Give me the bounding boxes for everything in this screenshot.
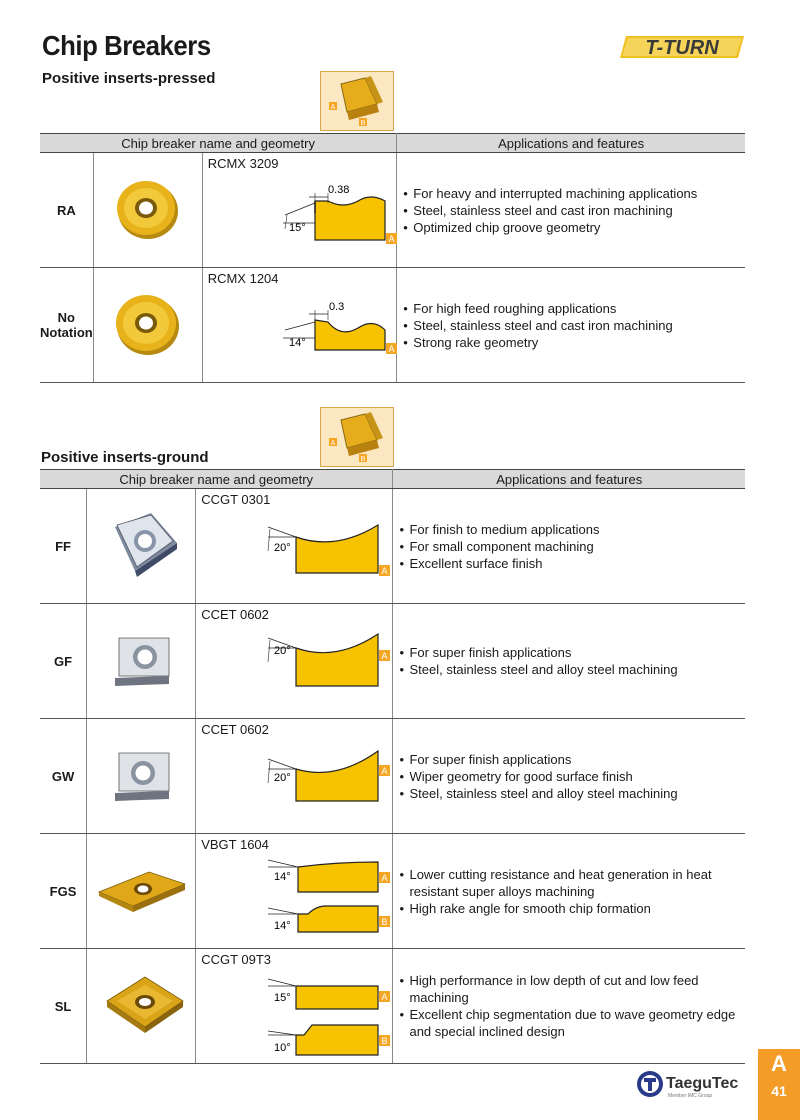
table-row xyxy=(40,489,745,604)
section-heading-ground: Positive inserts-ground xyxy=(41,449,209,466)
company-subtitle: Member IMC Group xyxy=(668,1093,713,1099)
insert-photo xyxy=(87,719,196,834)
feature-item: • For super finish applications xyxy=(399,644,745,661)
feature-item: • Excellent chip segmentation due to wave geometry edge and special inclined design xyxy=(399,1006,745,1040)
feature-item: • For high feed roughing applications xyxy=(403,300,745,317)
face-label-a: A xyxy=(381,873,388,883)
chip-breaker-code: GW xyxy=(40,719,87,834)
rake-angle-label: 20° xyxy=(274,772,291,784)
feature-item: • Strong rake geometry xyxy=(403,334,745,351)
page-title: Chip Breakers xyxy=(42,30,211,61)
col-header-geometry: Chip breaker name and geometry xyxy=(40,470,393,489)
features-cell xyxy=(397,268,745,383)
diamond-insert-icon xyxy=(87,834,195,945)
rake-angle-label: 14° xyxy=(288,337,306,349)
face-label-a: A xyxy=(388,234,395,244)
face-label-a: A xyxy=(381,992,388,1002)
t-turn-logo xyxy=(618,30,748,64)
face-label-b: B xyxy=(381,1036,388,1046)
feature-item: • Steel, stainless steel and cast iron machining xyxy=(403,317,745,334)
table-row xyxy=(40,834,745,949)
insert-photo xyxy=(93,153,202,268)
rake-angle-label: 14° xyxy=(274,920,291,932)
face-label-a: A xyxy=(381,651,388,661)
rake-angle-label: 20° xyxy=(274,542,291,554)
geometry-profile-icon xyxy=(196,489,392,600)
insert-model: CCET 0602 xyxy=(201,607,269,622)
table-row xyxy=(40,604,745,719)
geometry-profile-icon xyxy=(196,719,392,830)
rake-angle-label: 20° xyxy=(274,645,291,657)
insert-photo xyxy=(87,834,196,949)
insert-model: CCGT 09T3 xyxy=(201,952,272,967)
geometry-cell xyxy=(196,489,393,604)
table-header xyxy=(40,134,745,153)
feature-item: • Steel, stainless steel and cast iron machining xyxy=(403,202,745,219)
geometry-profile-icon xyxy=(196,949,392,1060)
table-header xyxy=(40,470,745,489)
feature-item: • High performance in low depth of cut and low feed machining xyxy=(399,972,745,1006)
dimension-label: 0.38 xyxy=(327,184,350,196)
rake-angle-label: 15° xyxy=(274,992,291,1004)
col-header-applications: Applications and features xyxy=(393,470,745,489)
indicator-label-a: A xyxy=(330,104,336,111)
t-turn-logo-text: T-TURN xyxy=(645,37,719,59)
rhombic-carbide-insert-icon xyxy=(87,489,195,600)
geometry-profile-icon xyxy=(196,834,392,945)
geometry-profile-icon xyxy=(203,268,399,379)
insert-photo xyxy=(87,949,196,1064)
rake-angle-label: 10° xyxy=(274,1042,291,1054)
company-name: TaeguTec xyxy=(666,1075,739,1092)
insert-model: CCGT 0301 xyxy=(201,492,271,507)
rake-angle-label: 15° xyxy=(288,222,306,234)
insert-photo xyxy=(93,268,202,383)
rhombic-insert-icon xyxy=(87,949,195,1060)
col-header-applications: Applications and features xyxy=(397,134,745,153)
geometry-profile-icon xyxy=(203,153,399,264)
geometry-cell xyxy=(196,949,393,1064)
face-label-a: A xyxy=(381,766,388,776)
table-row xyxy=(40,268,745,383)
feature-item: • For super finish applications xyxy=(399,751,745,768)
taegutec-logo-icon xyxy=(636,1070,664,1098)
indicator-label-b: B xyxy=(360,456,366,463)
section-letter: A xyxy=(771,1051,787,1076)
face-label-a: A xyxy=(388,344,395,354)
feature-item: • For finish to medium applications xyxy=(399,521,745,538)
insert-model: CCET 0602 xyxy=(201,722,269,737)
chip-breaker-code: FF xyxy=(40,489,87,604)
features-cell xyxy=(397,153,745,268)
rhombic-carbide-insert-icon xyxy=(87,604,195,715)
face-label-b: B xyxy=(381,917,388,927)
rhombic-carbide-insert-icon xyxy=(87,719,195,830)
feature-item: • Excellent surface finish xyxy=(399,555,745,572)
taegutec-logo xyxy=(636,1070,756,1100)
section-heading-pressed: Positive inserts-pressed xyxy=(42,70,216,87)
indicator-label-b: B xyxy=(360,120,366,127)
chip-breaker-code: FGS xyxy=(40,834,87,949)
page-number: 41 xyxy=(771,1083,787,1099)
section-tab xyxy=(758,1049,800,1120)
chip-breaker-code: GF xyxy=(40,604,87,719)
geometry-cell xyxy=(202,153,397,268)
round-insert-icon xyxy=(94,153,202,264)
features-cell xyxy=(393,834,745,949)
geometry-profile-icon xyxy=(196,604,392,715)
geometry-cell xyxy=(196,604,393,719)
table-row xyxy=(40,949,745,1064)
ground-inserts-table xyxy=(40,469,745,1064)
features-cell xyxy=(393,489,745,604)
insert-photo xyxy=(87,489,196,604)
insert-indicator-icon xyxy=(320,71,394,131)
feature-item: • High rake angle for smooth chip formation xyxy=(399,900,745,917)
table-row xyxy=(40,719,745,834)
pressed-inserts-table xyxy=(40,133,745,383)
geometry-cell xyxy=(202,268,397,383)
col-header-geometry: Chip breaker name and geometry xyxy=(40,134,397,153)
feature-item: • Steel, stainless steel and alloy steel machining xyxy=(399,661,745,678)
round-insert-icon xyxy=(94,268,202,379)
insert-photo xyxy=(87,604,196,719)
feature-item: • Steel, stainless steel and alloy steel machining xyxy=(399,785,745,802)
table-row xyxy=(40,153,745,268)
chip-breaker-code: No Notation xyxy=(40,268,93,383)
geometry-cell xyxy=(196,719,393,834)
feature-item: • Optimized chip groove geometry xyxy=(403,219,745,236)
indicator-label-a: A xyxy=(330,440,336,447)
features-cell xyxy=(393,949,745,1064)
chip-breaker-code: RA xyxy=(40,153,93,268)
face-label-a: A xyxy=(381,566,388,576)
insert-model: RCMX 3209 xyxy=(207,156,279,171)
geometry-cell xyxy=(196,834,393,949)
insert-model: VBGT 1604 xyxy=(201,837,269,852)
chip-breaker-code: SL xyxy=(40,949,87,1064)
features-cell xyxy=(393,719,745,834)
feature-item: • For small component machining xyxy=(399,538,745,555)
rake-angle-label: 14° xyxy=(274,871,291,883)
insert-indicator-icon xyxy=(320,407,394,467)
feature-item: • For heavy and interrupted machining applications xyxy=(403,185,745,202)
features-cell xyxy=(393,604,745,719)
dimension-label: 0.3 xyxy=(328,301,344,313)
insert-model: RCMX 1204 xyxy=(207,271,279,286)
feature-item: • Lower cutting resistance and heat generation in heat resistant super alloys machining xyxy=(399,866,745,900)
feature-item: • Wiper geometry for good surface finish xyxy=(399,768,745,785)
